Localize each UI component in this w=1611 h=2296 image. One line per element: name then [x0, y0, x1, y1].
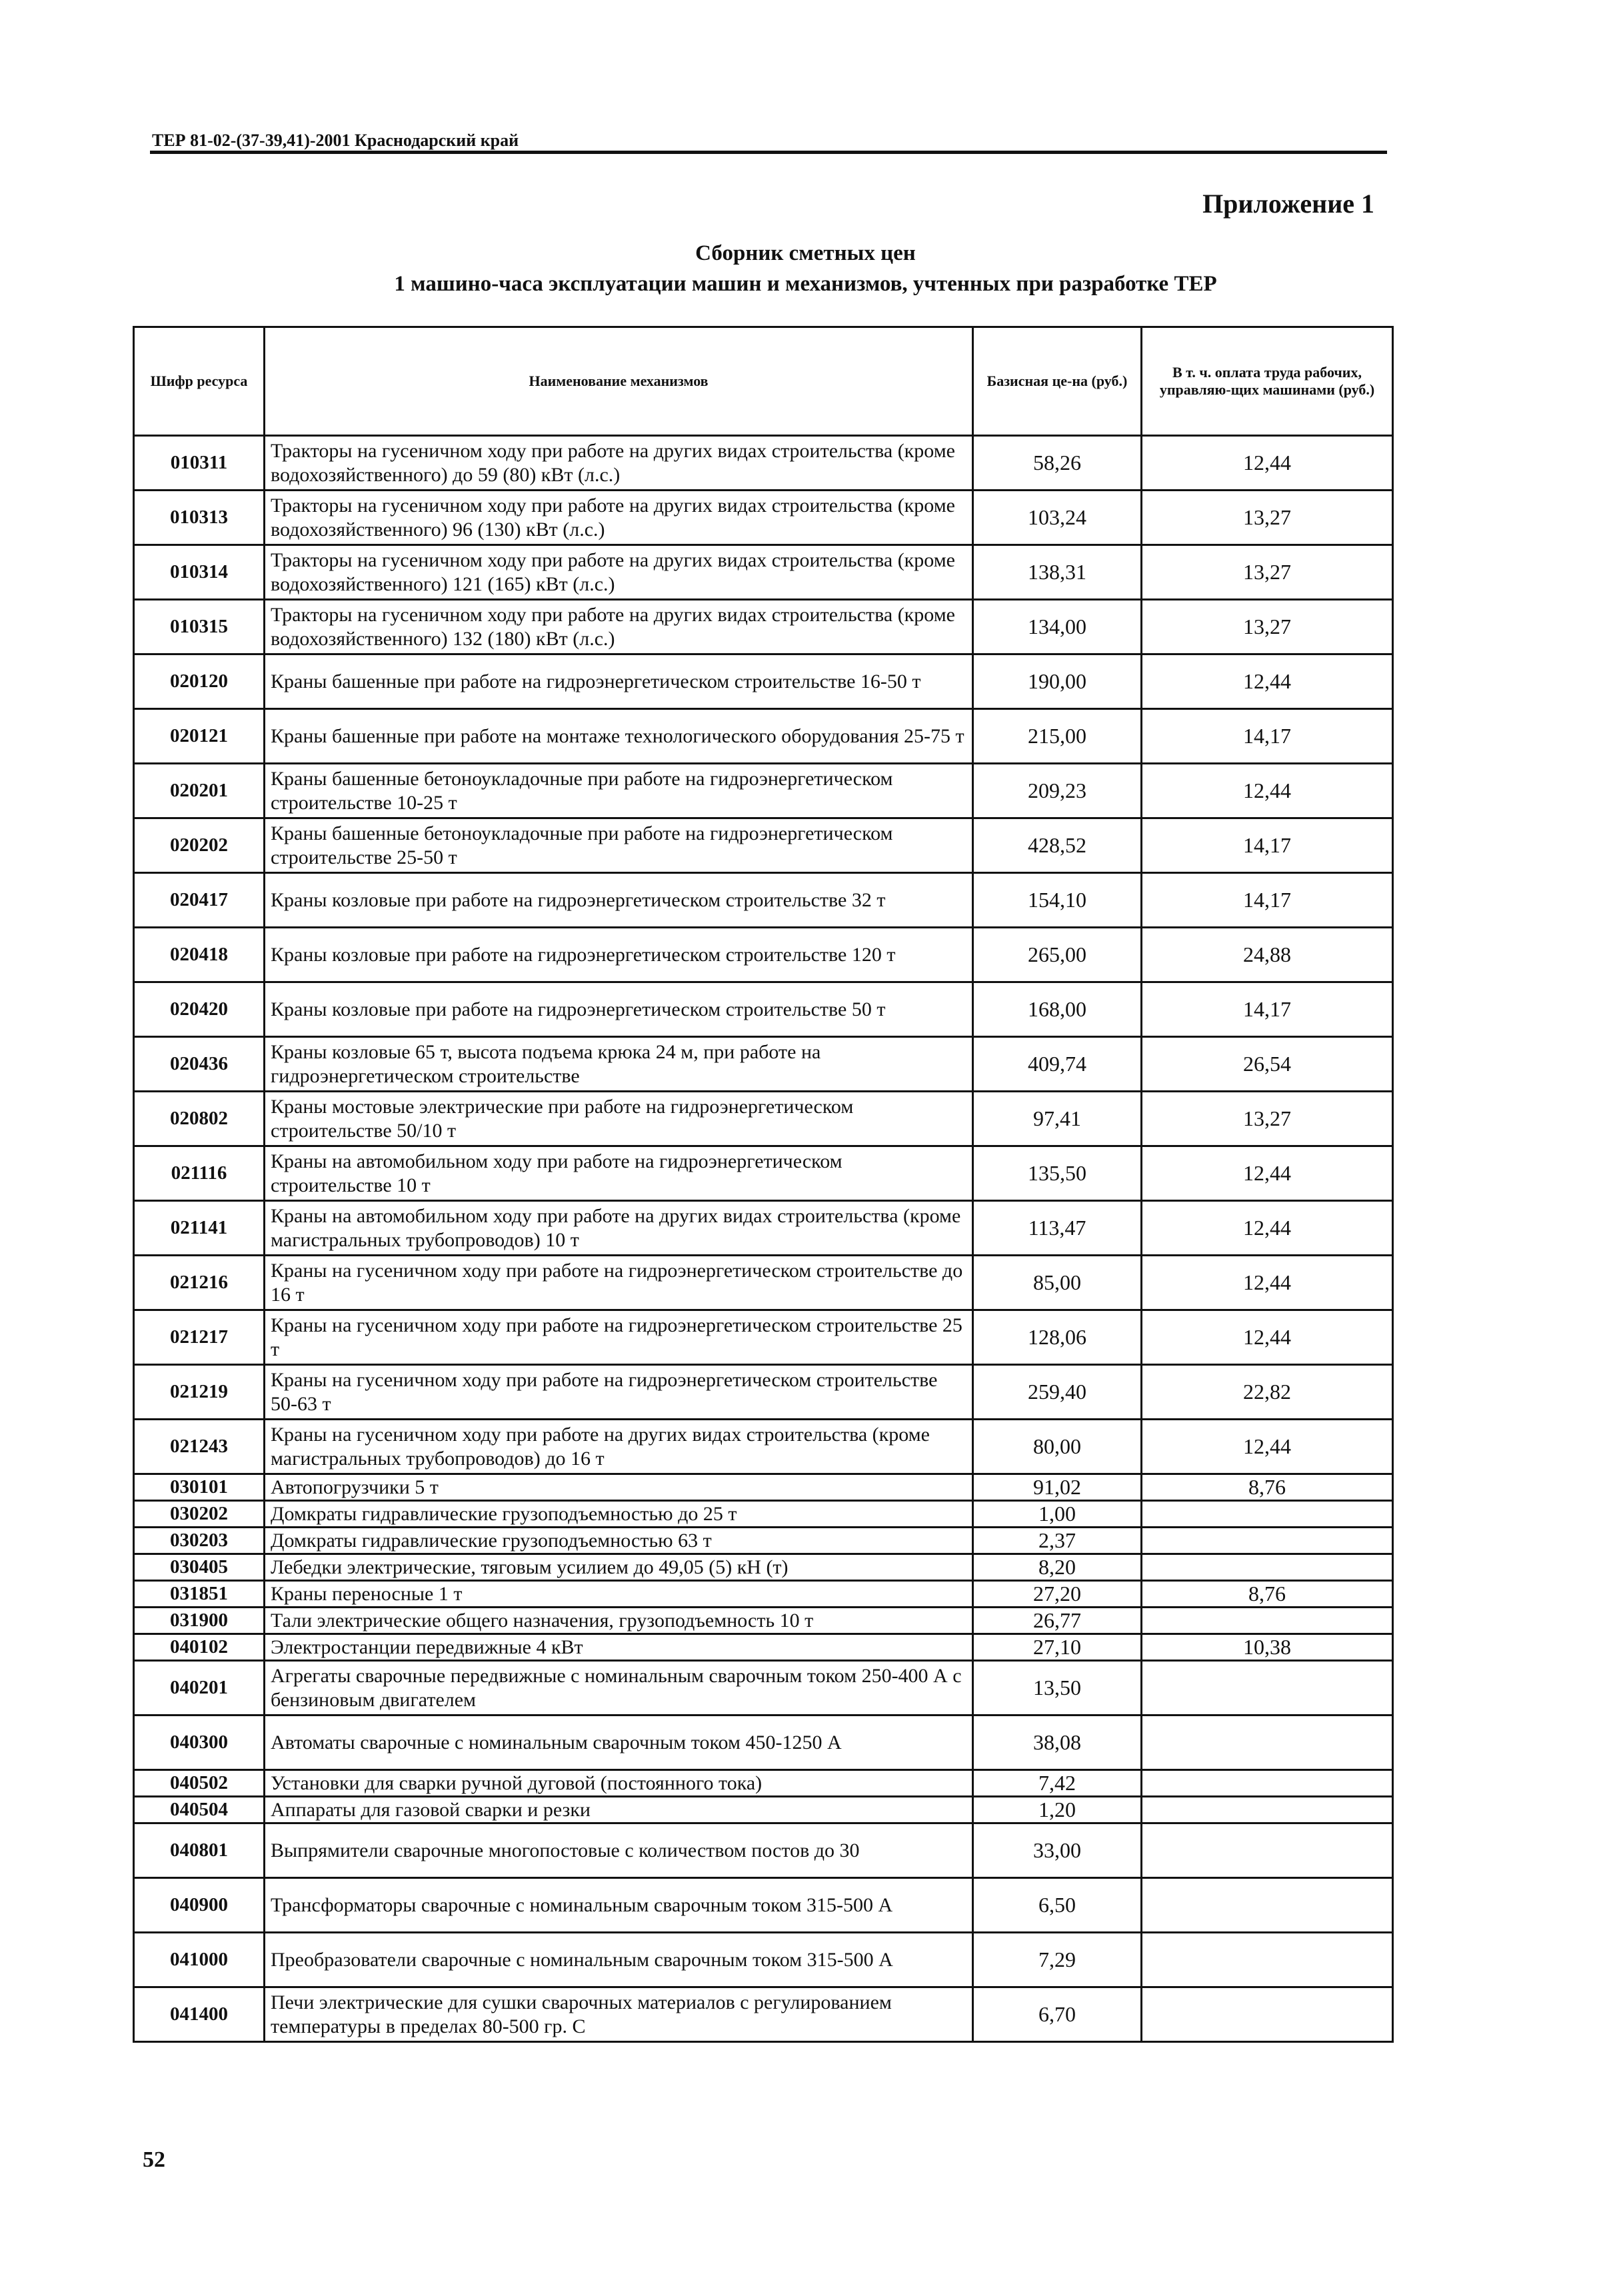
cell-code: 020436 — [134, 1037, 265, 1092]
cell-base-price: 58,26 — [973, 436, 1142, 491]
cell-base-price: 33,00 — [973, 1823, 1142, 1878]
cell-code: 020417 — [134, 873, 265, 928]
table-row — [134, 1310, 1393, 1365]
table-row — [134, 1554, 1393, 1581]
cell-code: 020120 — [134, 654, 265, 709]
cell-name: Краны на гусеничном ходу при работе на гидроэнергетическом строительстве до 16 т — [265, 1256, 973, 1310]
cell-labor-pay: 12,44 — [1142, 1310, 1393, 1365]
cell-code: 040201 — [134, 1661, 265, 1716]
cell-code: 040801 — [134, 1823, 265, 1878]
cell-base-price: 1,00 — [973, 1501, 1142, 1528]
cell-name: Тракторы на гусеничном ходу при работе на других видах строительства (кроме водохозяйственного) 132 (180) кВт (л.с.) — [265, 600, 973, 654]
cell-labor-pay — [1142, 1797, 1393, 1823]
cell-labor-pay: 12,44 — [1142, 1146, 1393, 1201]
running-title: ТЕР 81-02-(37-39,41)-2001 Краснодарский край — [152, 131, 519, 150]
cell-base-price: 97,41 — [973, 1092, 1142, 1146]
cell-name: Краны переносные 1 т — [265, 1581, 973, 1608]
cell-labor-pay: 14,17 — [1142, 709, 1393, 764]
table-row — [134, 1634, 1393, 1661]
cell-labor-pay: 10,38 — [1142, 1634, 1393, 1661]
cell-code: 031851 — [134, 1581, 265, 1608]
cell-base-price: 134,00 — [973, 600, 1142, 654]
cell-base-price: 428,52 — [973, 818, 1142, 873]
cell-code: 040102 — [134, 1634, 265, 1661]
cell-base-price: 103,24 — [973, 491, 1142, 545]
cell-code: 021216 — [134, 1256, 265, 1310]
document-title: Сборник сметных цен — [695, 241, 916, 265]
cell-code: 021219 — [134, 1365, 265, 1420]
cell-base-price: 8,20 — [973, 1554, 1142, 1581]
cell-base-price: 409,74 — [973, 1037, 1142, 1092]
cell-base-price: 1,20 — [973, 1797, 1142, 1823]
cell-labor-pay: 8,76 — [1142, 1581, 1393, 1608]
cell-code: 041000 — [134, 1933, 265, 1987]
cell-labor-pay: 22,82 — [1142, 1365, 1393, 1420]
cell-base-price: 13,50 — [973, 1661, 1142, 1716]
cell-code: 010315 — [134, 600, 265, 654]
cell-code: 030203 — [134, 1528, 265, 1554]
table-row — [134, 1365, 1393, 1420]
table-row — [134, 982, 1393, 1037]
cell-labor-pay: 12,44 — [1142, 1420, 1393, 1474]
table-row — [134, 1797, 1393, 1823]
cell-name: Краны башенные при работе на монтаже технологического оборудования 25-75 т — [265, 709, 973, 764]
cell-base-price: 91,02 — [973, 1474, 1142, 1501]
cell-labor-pay: 14,17 — [1142, 818, 1393, 873]
cell-labor-pay — [1142, 1716, 1393, 1770]
price-table — [133, 326, 1394, 2043]
appendix-label: Приложение 1 — [1202, 189, 1374, 219]
cell-code: 040300 — [134, 1716, 265, 1770]
table-row — [134, 1528, 1393, 1554]
cell-name: Краны мостовые электрические при работе на гидроэнергетическом строительстве 50/10 т — [265, 1092, 973, 1146]
table-row — [134, 1770, 1393, 1797]
table-row — [134, 1420, 1393, 1474]
table-row — [134, 1716, 1393, 1770]
cell-name: Краны на гусеничном ходу при работе на других видах строительства (кроме магистральных трубопроводов) до 16 т — [265, 1420, 973, 1474]
cell-base-price: 6,70 — [973, 1987, 1142, 2042]
cell-base-price: 265,00 — [973, 928, 1142, 982]
cell-labor-pay — [1142, 1661, 1393, 1716]
cell-name: Домкраты гидравлические грузоподъемностью 63 т — [265, 1528, 973, 1554]
cell-labor-pay — [1142, 1878, 1393, 1933]
cell-base-price: 85,00 — [973, 1256, 1142, 1310]
table-row — [134, 1501, 1393, 1528]
cell-name: Краны на гусеничном ходу при работе на гидроэнергетическом строительстве 50-63 т — [265, 1365, 973, 1420]
cell-code: 021141 — [134, 1201, 265, 1256]
cell-name: Преобразователи сварочные с номинальным сварочным током 315-500 А — [265, 1933, 973, 1987]
cell-code: 030202 — [134, 1501, 265, 1528]
cell-labor-pay — [1142, 1501, 1393, 1528]
table-row — [134, 1037, 1393, 1092]
cell-labor-pay: 12,44 — [1142, 1201, 1393, 1256]
cell-code: 020420 — [134, 982, 265, 1037]
cell-labor-pay — [1142, 1823, 1393, 1878]
cell-base-price: 154,10 — [973, 873, 1142, 928]
table-row — [134, 1092, 1393, 1146]
cell-base-price: 2,37 — [973, 1528, 1142, 1554]
cell-code: 020802 — [134, 1092, 265, 1146]
table-row — [134, 1933, 1393, 1987]
cell-base-price: 138,31 — [973, 545, 1142, 600]
cell-name: Краны башенные при работе на гидроэнергетическом строительстве 16-50 т — [265, 654, 973, 709]
cell-code: 010313 — [134, 491, 265, 545]
table-row — [134, 1823, 1393, 1878]
cell-code: 021217 — [134, 1310, 265, 1365]
cell-base-price: 80,00 — [973, 1420, 1142, 1474]
table-row — [134, 1581, 1393, 1608]
cell-code: 020201 — [134, 764, 265, 818]
cell-labor-pay — [1142, 1528, 1393, 1554]
cell-name: Краны козловые при работе на гидроэнергетическом строительстве 120 т — [265, 928, 973, 982]
document-subtitle: 1 машино-часа эксплуатации машин и механизмов, учтенных при разработке ТЕР — [394, 272, 1217, 296]
cell-labor-pay: 13,27 — [1142, 491, 1393, 545]
cell-labor-pay — [1142, 1554, 1393, 1581]
cell-labor-pay: 8,76 — [1142, 1474, 1393, 1501]
cell-name: Лебедки электрические, тяговым усилием до 49,05 (5) кН (т) — [265, 1554, 973, 1581]
cell-name: Краны козловые при работе на гидроэнергетическом строительстве 50 т — [265, 982, 973, 1037]
cell-name: Краны на автомобильном ходу при работе на гидроэнергетическом строительстве 10 т — [265, 1146, 973, 1201]
cell-name: Краны на гусеничном ходу при работе на гидроэнергетическом строительстве 25 т — [265, 1310, 973, 1365]
cell-labor-pay: 14,17 — [1142, 873, 1393, 928]
table-row — [134, 709, 1393, 764]
cell-base-price: 215,00 — [973, 709, 1142, 764]
cell-name: Тракторы на гусеничном ходу при работе на других видах строительства (кроме водохозяйственного) 96 (130) кВт (л.с.) — [265, 491, 973, 545]
cell-base-price: 135,50 — [973, 1146, 1142, 1201]
cell-code: 040900 — [134, 1878, 265, 1933]
cell-code: 020121 — [134, 709, 265, 764]
cell-labor-pay: 12,44 — [1142, 1256, 1393, 1310]
cell-name: Краны козловые 65 т, высота подъема крюка 24 м, при работе на гидроэнергетическом строительстве — [265, 1037, 973, 1092]
page-number: 52 — [143, 2147, 165, 2172]
cell-name: Автопогрузчики 5 т — [265, 1474, 973, 1501]
cell-labor-pay: 12,44 — [1142, 654, 1393, 709]
cell-base-price: 27,10 — [973, 1634, 1142, 1661]
cell-base-price: 168,00 — [973, 982, 1142, 1037]
cell-base-price: 190,00 — [973, 654, 1142, 709]
cell-labor-pay — [1142, 1933, 1393, 1987]
table-row — [134, 1256, 1393, 1310]
cell-labor-pay: 12,44 — [1142, 436, 1393, 491]
header-base-price: Базисная це-на (руб.) — [973, 327, 1142, 436]
cell-name: Тракторы на гусеничном ходу при работе на других видах строительства (кроме водохозяйственного) до 59 (80) кВт (л.с.) — [265, 436, 973, 491]
table-row — [134, 436, 1393, 491]
cell-name: Печи электрические для сушки сварочных материалов с регулированием температуры в пределах 80-500 гр. С — [265, 1987, 973, 2042]
cell-base-price: 209,23 — [973, 764, 1142, 818]
table-row — [134, 600, 1393, 654]
cell-code: 030405 — [134, 1554, 265, 1581]
cell-name: Тракторы на гусеничном ходу при работе на других видах строительства (кроме водохозяйственного) 121 (165) кВт (л.с.) — [265, 545, 973, 600]
table-row — [134, 491, 1393, 545]
cell-labor-pay: 12,44 — [1142, 764, 1393, 818]
cell-name: Агрегаты сварочные передвижные с номинальным сварочным током 250-400 А с бензиновым двигателем — [265, 1661, 973, 1716]
table-row — [134, 1661, 1393, 1716]
cell-code: 010314 — [134, 545, 265, 600]
cell-code: 040502 — [134, 1770, 265, 1797]
cell-code: 030101 — [134, 1474, 265, 1501]
header-name: Наименование механизмов — [265, 327, 973, 436]
header-rule — [150, 151, 1387, 154]
header-code: Шифр ресурса — [134, 327, 265, 436]
cell-name: Автоматы сварочные с номинальным сварочным током 450-1250 А — [265, 1716, 973, 1770]
table-row — [134, 654, 1393, 709]
table-row — [134, 818, 1393, 873]
cell-base-price: 27,20 — [973, 1581, 1142, 1608]
table-row — [134, 764, 1393, 818]
table-row — [134, 1474, 1393, 1501]
cell-labor-pay: 14,17 — [1142, 982, 1393, 1037]
cell-code: 031900 — [134, 1608, 265, 1634]
cell-base-price: 6,50 — [973, 1878, 1142, 1933]
table-row — [134, 1201, 1393, 1256]
cell-labor-pay: 13,27 — [1142, 600, 1393, 654]
cell-name: Краны на автомобильном ходу при работе на других видах строительства (кроме магистральных трубопроводов) 10 т — [265, 1201, 973, 1256]
cell-name: Трансформаторы сварочные с номинальным сварочным током 315-500 А — [265, 1878, 973, 1933]
cell-base-price: 7,42 — [973, 1770, 1142, 1797]
cell-labor-pay: 13,27 — [1142, 1092, 1393, 1146]
cell-labor-pay — [1142, 1770, 1393, 1797]
cell-base-price: 26,77 — [973, 1608, 1142, 1634]
cell-code: 010311 — [134, 436, 265, 491]
cell-base-price: 38,08 — [973, 1716, 1142, 1770]
cell-base-price: 259,40 — [973, 1365, 1142, 1420]
cell-name: Аппараты для газовой сварки и резки — [265, 1797, 973, 1823]
cell-code: 020418 — [134, 928, 265, 982]
table-row — [134, 928, 1393, 982]
cell-name: Краны башенные бетоноукладочные при работе на гидроэнергетическом строительстве 25-50 т — [265, 818, 973, 873]
cell-base-price: 128,06 — [973, 1310, 1142, 1365]
cell-labor-pay — [1142, 1987, 1393, 2042]
cell-labor-pay — [1142, 1608, 1393, 1634]
cell-name: Краны башенные бетоноукладочные при работе на гидроэнергетическом строительстве 10-25 т — [265, 764, 973, 818]
header-labor-pay: В т. ч. оплата труда рабочих, управляю-щих машинами (руб.) — [1142, 327, 1393, 436]
table-row — [134, 1987, 1393, 2042]
cell-base-price: 113,47 — [973, 1201, 1142, 1256]
table-row — [134, 873, 1393, 928]
table-row — [134, 545, 1393, 600]
cell-name: Краны козловые при работе на гидроэнергетическом строительстве 32 т — [265, 873, 973, 928]
cell-name: Тали электрические общего назначения, грузоподъемность 10 т — [265, 1608, 973, 1634]
table-row — [134, 1878, 1393, 1933]
table-row — [134, 1146, 1393, 1201]
table-row — [134, 1608, 1393, 1634]
cell-base-price: 7,29 — [973, 1933, 1142, 1987]
cell-code: 041400 — [134, 1987, 265, 2042]
cell-name: Электростанции передвижные 4 кВт — [265, 1634, 973, 1661]
cell-labor-pay: 24,88 — [1142, 928, 1393, 982]
cell-name: Домкраты гидравлические грузоподъемностью до 25 т — [265, 1501, 973, 1528]
cell-code: 040504 — [134, 1797, 265, 1823]
cell-name: Установки для сварки ручной дуговой (постоянного тока) — [265, 1770, 973, 1797]
cell-labor-pay: 13,27 — [1142, 545, 1393, 600]
cell-labor-pay: 26,54 — [1142, 1037, 1393, 1092]
cell-code: 020202 — [134, 818, 265, 873]
cell-name: Выпрямители сварочные многопостовые с количеством постов до 30 — [265, 1823, 973, 1878]
cell-code: 021243 — [134, 1420, 265, 1474]
cell-code: 021116 — [134, 1146, 265, 1201]
